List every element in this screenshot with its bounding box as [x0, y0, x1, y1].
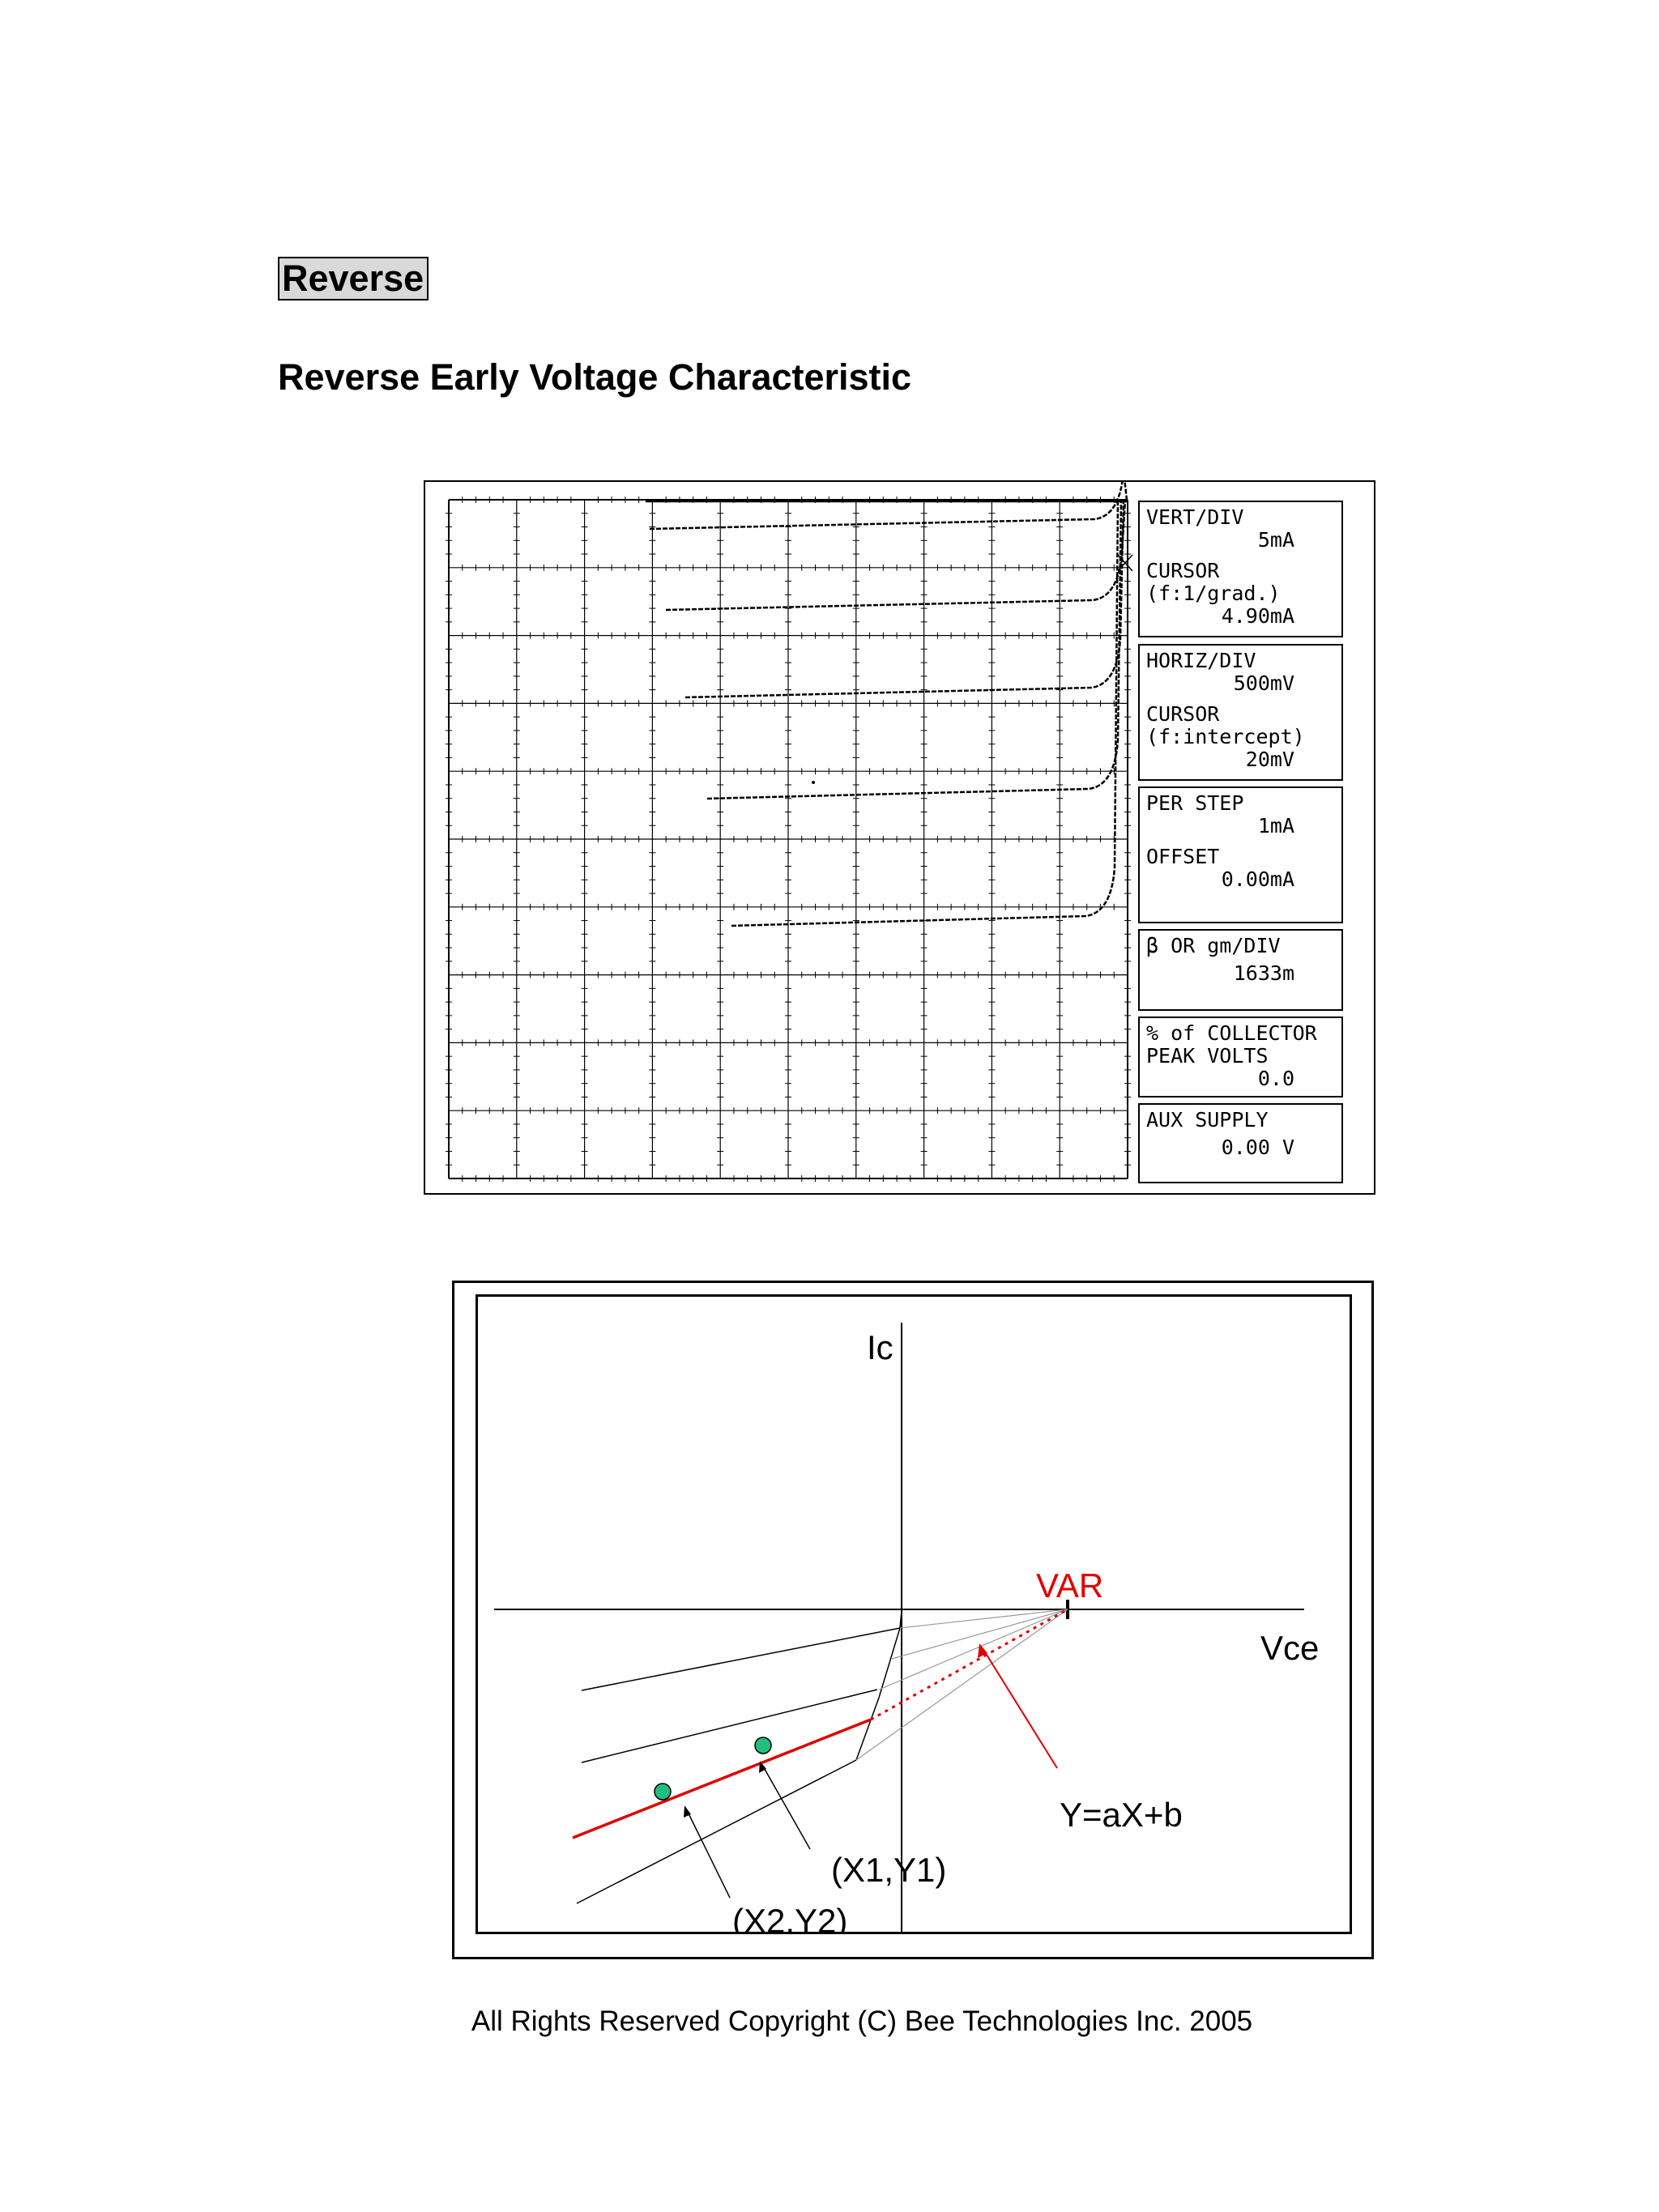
horiz-cursor-mode: (f:intercept) [1146, 725, 1305, 748]
copyright-notice: All Rights Reserved Copyright (C) Bee Technologies Inc. 2005 [471, 2005, 1253, 2037]
beta-gm-value: 1633m [1233, 961, 1294, 985]
point1-label: (X1,Y1) [831, 1851, 947, 1889]
page-title: Reverse Early Voltage Characteristic [278, 356, 912, 398]
horiz-div-readout [1138, 644, 1343, 781]
aux-supply-label: AUX SUPPLY [1146, 1108, 1269, 1132]
vert-div-value: 5mA [1257, 528, 1294, 552]
horiz-cursor-label: CURSOR [1146, 702, 1220, 726]
curve-tracer-screen [424, 480, 1375, 1195]
collector-peak-readout [1138, 1016, 1343, 1097]
diagram-canvas [478, 1297, 1350, 1932]
ic-axis-label: Ic [867, 1328, 893, 1366]
peak-volts-value: 0.0 [1257, 1067, 1294, 1090]
point-x1-y1 [755, 1737, 771, 1754]
section-tag: Reverse [278, 257, 429, 300]
characteristic-line-top [582, 1628, 900, 1690]
peak-volts-label: PEAK VOLTS [1146, 1044, 1269, 1068]
vce-axis-label: Vce [1260, 1629, 1320, 1667]
fit-label-arrow [983, 1648, 1057, 1768]
beta-gm-readout [1138, 929, 1343, 1011]
vert-div-label: VERT/DIV [1146, 505, 1244, 529]
fit-equation-label: Y=aX+b [1060, 1796, 1183, 1834]
var-label: VAR [1036, 1566, 1104, 1605]
aux-supply-value: 0.00 V [1221, 1136, 1294, 1159]
fit-line [573, 1720, 871, 1838]
collector-curve-3 [685, 500, 1124, 697]
beta-gm-label: β OR gm/DIV [1146, 934, 1281, 957]
point2-arrow [687, 1810, 730, 1898]
per-step-value: 1mA [1257, 814, 1294, 837]
point2-label: (X2,Y2) [732, 1902, 848, 1932]
early-voltage-diagram [452, 1281, 1374, 1959]
collector-curve-2 [666, 500, 1125, 610]
extrapolation-line-3 [879, 1609, 1068, 1690]
horiz-div-label: HORIZ/DIV [1146, 649, 1256, 672]
diagram-panel [476, 1294, 1352, 1934]
point1-arrow [762, 1765, 810, 1849]
vert-div-readout [1138, 501, 1343, 637]
offset-label: OFFSET [1146, 845, 1220, 868]
offset-value: 0.00mA [1221, 867, 1294, 891]
vert-cursor-value: 4.90mA [1221, 604, 1294, 628]
per-step-readout [1138, 786, 1343, 923]
collector-curve-1 [650, 482, 1127, 529]
characteristic-line-mid [582, 1690, 877, 1762]
horiz-div-value: 500mV [1233, 671, 1294, 695]
horiz-cursor-value: 20mV [1245, 748, 1294, 771]
per-step-label: PER STEP [1146, 791, 1244, 815]
point-x2-y2 [655, 1784, 671, 1800]
vert-cursor-label: CURSOR [1146, 559, 1220, 582]
collector-label: % of COLLECTOR [1146, 1021, 1317, 1045]
extrapolation-line-1 [900, 1609, 1068, 1628]
vert-cursor-mode: (f:1/grad.) [1146, 582, 1281, 605]
saturation-knee [856, 1611, 902, 1760]
extrapolation-line-4 [856, 1609, 1068, 1760]
stray-dot [812, 781, 815, 784]
aux-supply-readout [1138, 1103, 1343, 1183]
